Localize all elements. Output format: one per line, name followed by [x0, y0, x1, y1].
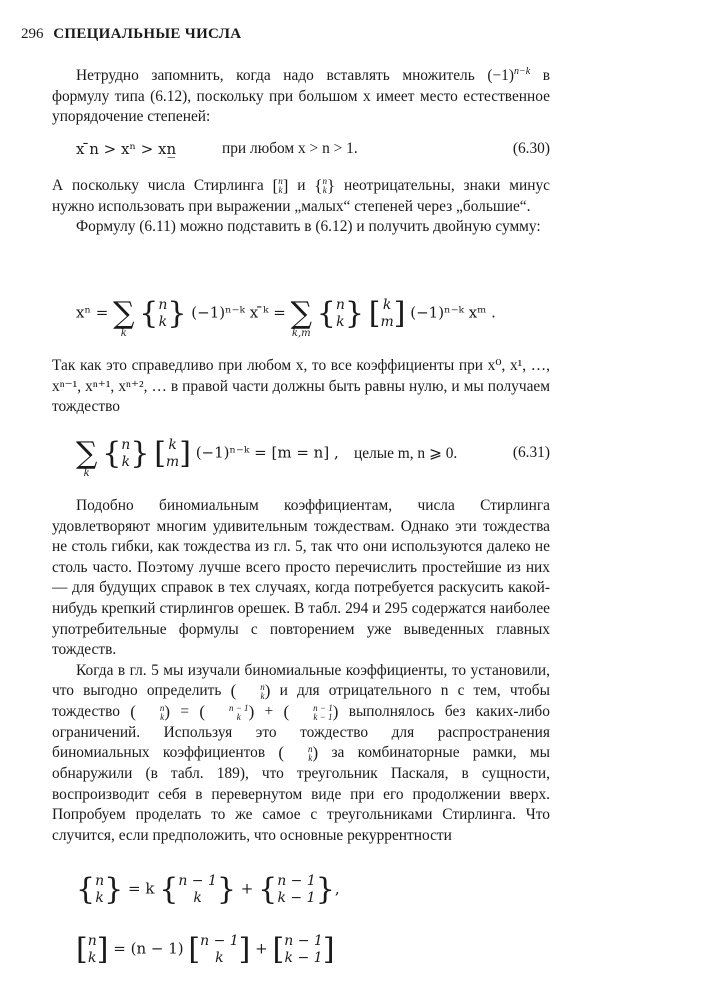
paren-close: ) [332, 702, 339, 722]
eq631-number: (6.31) [512, 444, 550, 461]
bracket-close: ] [238, 932, 251, 967]
tiny-n1: n − 1 [228, 702, 249, 713]
paren-close: ) [264, 681, 271, 701]
eq631-condition: целые m, n ⩾ 0. [354, 445, 458, 462]
frac-n1: n − 1 [284, 932, 323, 949]
rec1-eq: = k [128, 879, 155, 898]
paren-open: ( [130, 702, 136, 722]
eqd-lhs: xⁿ = [76, 303, 109, 322]
frac-n: n [158, 296, 168, 313]
equation-double-sum [52, 296, 550, 339]
paren-close: ) [164, 702, 171, 722]
recurrence-cycle [52, 932, 550, 978]
frac-m: m [165, 453, 180, 470]
brace-open: { [258, 872, 278, 907]
frac-k: k [336, 313, 345, 330]
frac-k: k [193, 889, 202, 906]
bracket-close: ] [393, 296, 406, 331]
brace-open: { [76, 872, 96, 907]
frac-k: k [382, 296, 392, 313]
tiny-k: k [308, 752, 313, 763]
frac-k: k [158, 313, 168, 330]
double-sum-intro: Формулу (6.11) можно подставить в (6.12) и получить двойную сумму: [76, 218, 541, 236]
frac-n1: n − 1 [277, 872, 316, 889]
bracket-close: ] [179, 436, 191, 471]
intro-paragraph [52, 62, 550, 128]
frac-n: n [87, 932, 97, 949]
intro-rest: в формулу типа (6.12), поскольку при большом x имеет место естественное упорядочение степеней: [52, 67, 550, 126]
brace-close: } [344, 296, 364, 331]
paren-open: ( [199, 702, 205, 722]
tiny-n1: n − 1 [313, 702, 333, 713]
brace-open: { [102, 436, 122, 471]
frac-k: k [121, 453, 131, 470]
brace-close: } [216, 872, 236, 907]
paren-open: ( [283, 702, 290, 722]
signs-and: и [297, 177, 306, 194]
bracket-open: [ [76, 932, 88, 967]
tiny-k: k [160, 711, 165, 722]
stirling-brace-close: } [326, 176, 336, 196]
frac-k1: k − 1 [284, 949, 323, 966]
bracket-open: [ [154, 436, 166, 471]
tiny-n: n [308, 743, 313, 754]
intro-text: Нетрудно запомнить, когда надо вставлять множитель (−1) [76, 67, 514, 84]
identities-paragraph [52, 496, 550, 847]
bracket-close: ] [322, 932, 335, 967]
sum2-limit: k,m [291, 328, 311, 339]
brace-close: } [130, 436, 150, 471]
frac-k: k [87, 949, 97, 966]
rec2-eq: = (n − 1) [113, 939, 184, 958]
equation-6-30 [52, 140, 550, 164]
similar-text: Подобно биномиальным коэффициентам, числа Стирлинга удовлетворяют многим удивительным тождествам. Однако эти тождества не столь гибки, как тождества из гл. 5, так что они используются далеко не столь часто. Поэтому лучше всего просто перечислить простейшие из них — для будущих справок в тех случаях, когда потребуется раскусить какой-нибудь крепкий стирлингов орешек. В табл. 294 и 295 содержатся наиболее употребительные формулы с повторением уже выведенных главных тождеств. [52, 497, 550, 659]
frac-n1: n − 1 [178, 872, 217, 889]
binom-d: за комбинаторные рамки, мы обнаружили (в табл. 189), что треугольник Паскаля, в сущности, воспроизводит себя в перевернутом виде при его продолжении вверх. Попробуем проделать то же самое с треугольниками Стирлинга. Что случится, если предположить, что основные рекуррентности [52, 744, 550, 845]
running-header [21, 26, 241, 43]
frac-k: k [215, 949, 224, 966]
tiny-k: k [236, 711, 241, 722]
equation-6-31 [52, 436, 550, 479]
chapter-title: СПЕЦИАЛЬНЫЕ ЧИСЛА [53, 26, 242, 42]
brace-close: } [315, 872, 335, 907]
brace-close: } [104, 872, 124, 907]
signs-paragraph [52, 176, 550, 238]
signs-after: неотрицательны, знаки минус нужно использовать при выражении „малых“ степеней через „большие“. [52, 177, 550, 215]
tiny-n: n [260, 681, 265, 692]
eq630-formula: x ̄n > xⁿ > xn̲ [76, 140, 177, 158]
paren-open: ( [230, 681, 237, 701]
paren-close: ) [248, 702, 255, 722]
binom-b: и для отрицательного n с тем, чтобы тождество [52, 682, 550, 721]
recurrence-subset [52, 872, 550, 918]
eqd-end: (−1)ⁿ⁻ᵏ xᵐ . [410, 303, 496, 322]
rec1-plus: + [240, 879, 254, 898]
sum1-limit: k [120, 328, 127, 339]
brace-open: { [159, 872, 179, 907]
frac-k: k [168, 436, 177, 453]
eq631-sum-limit: k [83, 468, 90, 479]
binom-plus: + [264, 703, 274, 721]
binom-c: выполнялось без каких-либо ограничений. Используя это тождество для распространения биномиальных коэффициентов [52, 703, 550, 762]
bracket-open: [ [188, 932, 201, 967]
eq630-number: (6.30) [512, 140, 550, 157]
brace-open: { [316, 296, 336, 331]
brace-close: } [167, 296, 187, 331]
brace-open: { [139, 296, 159, 331]
stirling-bracket-close: ] [282, 176, 289, 196]
eq631-mid: (−1)ⁿ⁻ᵏ = [m = n] , [195, 443, 339, 462]
eq630-condition: при любом x > n > 1. [222, 140, 358, 157]
rec2-plus: + [255, 939, 268, 958]
bracket-open: [ [272, 932, 285, 967]
page-number: 296 [21, 26, 44, 42]
frac-k1: k − 1 [277, 889, 316, 906]
tiny-n: n [159, 702, 165, 713]
stirling-bracket-open: [ [272, 176, 279, 196]
stirling-brace-open: { [314, 176, 323, 196]
frac-n: n [335, 296, 345, 313]
paren-close: ) [312, 743, 319, 763]
frac-n: n [95, 872, 105, 889]
coeffs-paragraph [52, 356, 550, 418]
binom-eq: = [180, 703, 190, 721]
tiny-n: n [278, 176, 283, 187]
frac-k: k [95, 889, 104, 906]
frac-n: n [121, 436, 131, 453]
eqd-mid: (−1)ⁿ⁻ᵏ x ̄ᵏ = [191, 303, 286, 322]
coeffs-text: Так как это справедливо при любом x, то все коэффициенты при x⁰, x¹, …, xⁿ⁻¹, xⁿ⁺¹, xⁿ⁺², … в правой части должны быть равны нулю, и мы получаем тождество [52, 357, 550, 416]
tiny-k: k [322, 185, 327, 196]
sum-sign: ∑ k [76, 436, 98, 479]
bracket-open: [ [368, 296, 381, 331]
paren-open: ( [278, 743, 285, 763]
tiny-k: k [278, 185, 283, 196]
tiny-k: k [260, 690, 265, 701]
frac-m: m [380, 313, 394, 330]
bracket-close: ] [96, 932, 109, 967]
binom-a: Когда в гл. 5 мы изучали биномиальные коэффициенты, то установили, что выгодно определить [52, 661, 550, 700]
sum-sign: ∑ k,m [290, 296, 312, 339]
frac-n1: n − 1 [200, 932, 239, 949]
sum-sign: ∑ k [113, 296, 135, 339]
rec1-end: , [334, 879, 340, 898]
tiny-k1: k − 1 [313, 711, 333, 722]
intro-exponent: n−k [513, 66, 531, 77]
signs-before: А поскольку числа Стирлинга [52, 177, 264, 194]
tiny-n: n [322, 176, 327, 187]
